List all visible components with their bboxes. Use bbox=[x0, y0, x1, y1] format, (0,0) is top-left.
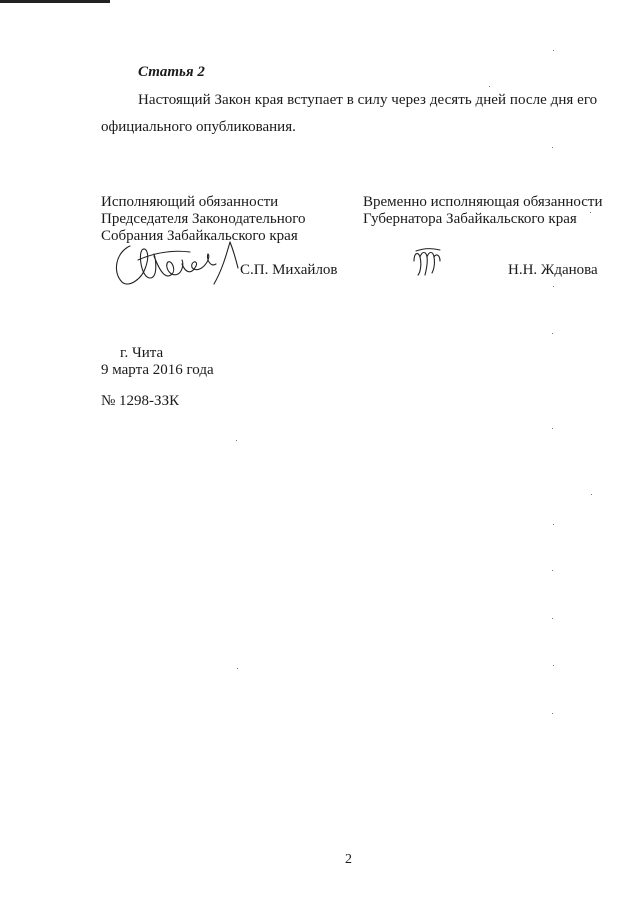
article-text-line-2: официального опубликования. bbox=[101, 119, 296, 135]
scan-speck bbox=[552, 147, 553, 148]
date: 9 марта 2016 года bbox=[101, 362, 214, 378]
scan-speck bbox=[236, 440, 237, 441]
place: г. Чита bbox=[120, 345, 164, 361]
right-signatory-line-1: Временно исполняющая обязанности bbox=[363, 194, 603, 210]
right-signatory-title bbox=[363, 194, 603, 228]
top-rule bbox=[0, 0, 110, 3]
scan-speck bbox=[489, 86, 490, 87]
law-number: № 1298-ЗЗК bbox=[101, 393, 180, 409]
scan-speck bbox=[591, 494, 592, 495]
article-title: Статья 2 bbox=[138, 64, 205, 80]
article-text-line-1: Настоящий Закон края вступает в силу через десять дней после дня его bbox=[138, 92, 598, 108]
right-handwritten-signature bbox=[410, 245, 444, 279]
scan-speck bbox=[590, 212, 591, 213]
scan-speck bbox=[237, 668, 238, 669]
right-signatory-line-2: Губернатора Забайкальского края bbox=[363, 211, 577, 227]
scan-speck bbox=[552, 428, 553, 429]
scan-speck bbox=[553, 286, 554, 287]
left-signatory-line-1: Исполняющий обязанности bbox=[101, 194, 279, 210]
scan-speck bbox=[552, 570, 553, 571]
left-signatory-name: С.П. Михайлов bbox=[240, 262, 338, 278]
scan-speck bbox=[553, 524, 554, 525]
right-signatory-name: Н.Н. Жданова bbox=[508, 262, 598, 278]
left-signatory-line-2: Председателя Законодательного bbox=[101, 211, 306, 227]
scan-speck bbox=[552, 333, 553, 334]
scan-speck bbox=[552, 618, 553, 619]
scan-speck bbox=[553, 665, 554, 666]
page-number: 2 bbox=[345, 852, 352, 867]
scan-speck bbox=[553, 50, 554, 51]
scan-speck bbox=[552, 713, 553, 714]
left-signatory-line-3: Собрания Забайкальского края bbox=[101, 228, 298, 244]
left-handwritten-signature bbox=[112, 238, 244, 290]
